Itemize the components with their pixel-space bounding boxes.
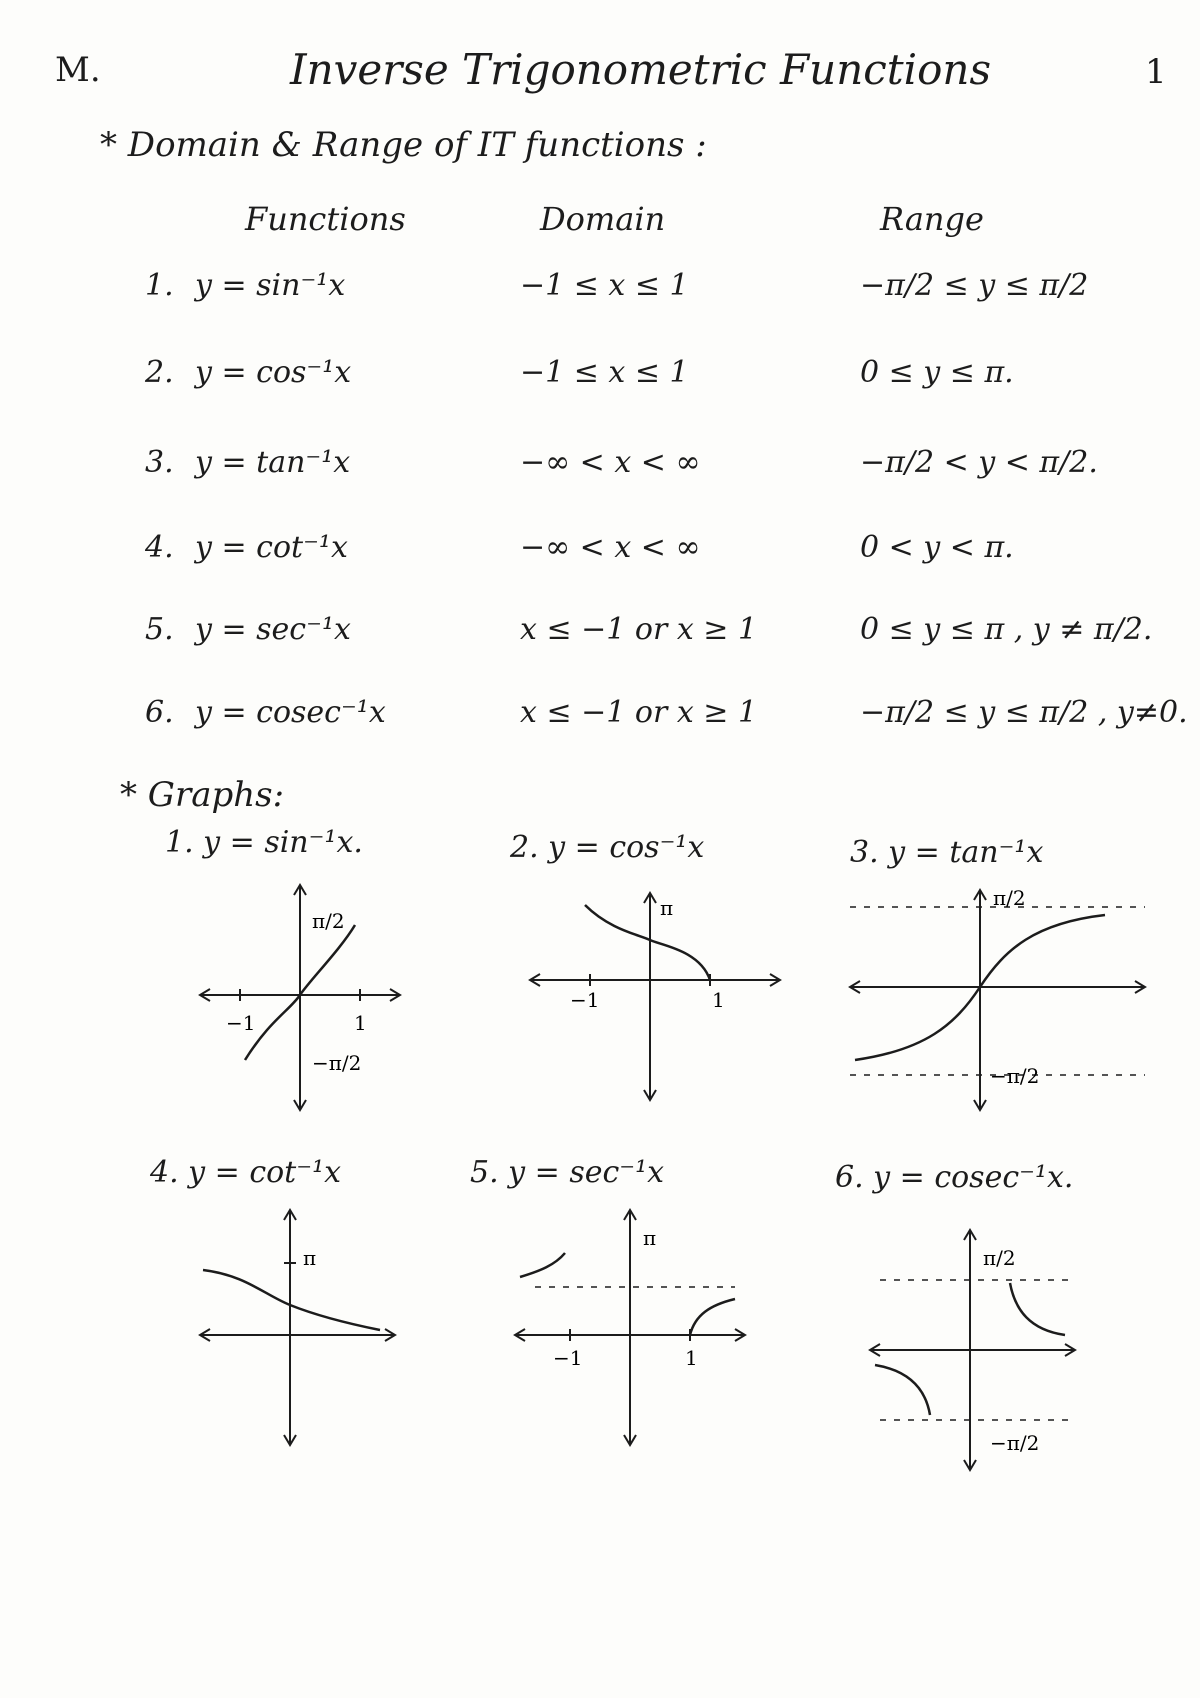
table-cell-domain: x ≤ −1 or x ≥ 1: [520, 695, 758, 730]
table-row-number: 1.: [145, 268, 174, 303]
curve-arccot: [203, 1270, 380, 1330]
label-minus-pi-over-2: −π/2: [312, 1051, 362, 1075]
graph-title-arccot: 4. y = cot⁻¹x: [150, 1155, 342, 1190]
label-minus-one: −1: [570, 988, 600, 1012]
table-cell-range: −π/2 ≤ y ≤ π/2 , y≠0.: [860, 695, 1188, 730]
table-cell-range: 0 ≤ y ≤ π , y ≠ π/2.: [860, 612, 1153, 647]
section-heading-graphs: * Graphs:: [120, 775, 285, 815]
page-number: 1: [1145, 52, 1167, 92]
table-row-number: 4.: [145, 530, 174, 565]
table-cell-function: y = cos⁻¹x: [195, 355, 352, 390]
column-header-domain: Domain: [540, 200, 666, 238]
label-pi-over-2: π/2: [312, 909, 345, 933]
table-cell-function: y = sin⁻¹x: [195, 268, 346, 303]
curve-arcsec-right: [690, 1299, 735, 1335]
graph-title-arcsec: 5. y = sec⁻¹x: [470, 1155, 665, 1190]
table-cell-domain: x ≤ −1 or x ≥ 1: [520, 612, 758, 647]
label-pi-over-2: π/2: [993, 886, 1026, 910]
label-pi: π: [643, 1226, 657, 1250]
table-row-number: 6.: [145, 695, 174, 730]
table-cell-function: y = tan⁻¹x: [195, 445, 351, 480]
page-title: Inverse Trigonometric Functions: [290, 45, 991, 94]
author-mark: M.: [55, 50, 101, 90]
graph-arccot: [195, 1205, 405, 1450]
label-minus-one: −1: [553, 1346, 583, 1370]
label-one: 1: [712, 988, 725, 1012]
graph-title-arccosec: 6. y = cosec⁻¹x.: [835, 1160, 1074, 1195]
column-header-range: Range: [880, 200, 984, 238]
table-cell-domain: −∞ < x < ∞: [520, 445, 701, 480]
label-pi-over-2: π/2: [983, 1246, 1016, 1270]
graph-title-arccos: 2. y = cos⁻¹x: [510, 830, 705, 865]
table-row-number: 5.: [145, 612, 174, 647]
table-cell-function: y = cosec⁻¹x: [195, 695, 386, 730]
graph-title-arctan: 3. y = tan⁻¹x: [850, 835, 1044, 870]
table-cell-function: y = sec⁻¹x: [195, 612, 351, 647]
table-cell-range: −π/2 < y < π/2.: [860, 445, 1098, 480]
graph-title-arcsin: 1. y = sin⁻¹x.: [165, 825, 363, 860]
curve-arcsec-left: [520, 1253, 565, 1277]
table-cell-range: 0 < y < π.: [860, 530, 1014, 565]
table-cell-domain: −1 ≤ x ≤ 1: [520, 355, 689, 390]
section-heading-domain-range: * Domain & Range of IT functions :: [100, 125, 707, 165]
curve-arccos: [585, 905, 710, 980]
curve-arccosec-right: [1010, 1283, 1065, 1335]
curve-arccosec-left: [875, 1365, 930, 1415]
label-pi: π: [660, 896, 674, 920]
table-cell-domain: −1 ≤ x ≤ 1: [520, 268, 689, 303]
label-minus-pi-over-2: −π/2: [990, 1431, 1040, 1455]
label-minus-one: −1: [226, 1011, 256, 1035]
table-cell-function: y = cot⁻¹x: [195, 530, 348, 565]
table-cell-domain: −∞ < x < ∞: [520, 530, 701, 565]
label-one: 1: [354, 1011, 367, 1035]
table-cell-range: −π/2 ≤ y ≤ π/2: [860, 268, 1089, 303]
graph-arctan: [845, 885, 1155, 1115]
label-one: 1: [685, 1346, 698, 1370]
graph-arccosec: [865, 1225, 1080, 1475]
label-minus-pi-over-2: −π/2: [990, 1064, 1040, 1088]
graph-arcsin: [190, 870, 410, 1120]
table-cell-range: 0 ≤ y ≤ π.: [860, 355, 1014, 390]
graph-arcsec: [505, 1205, 755, 1450]
table-row-number: 3.: [145, 445, 174, 480]
table-row-number: 2.: [145, 355, 174, 390]
column-header-functions: Functions: [245, 200, 406, 238]
label-pi: π: [303, 1246, 317, 1270]
graph-arccos: [520, 885, 790, 1105]
